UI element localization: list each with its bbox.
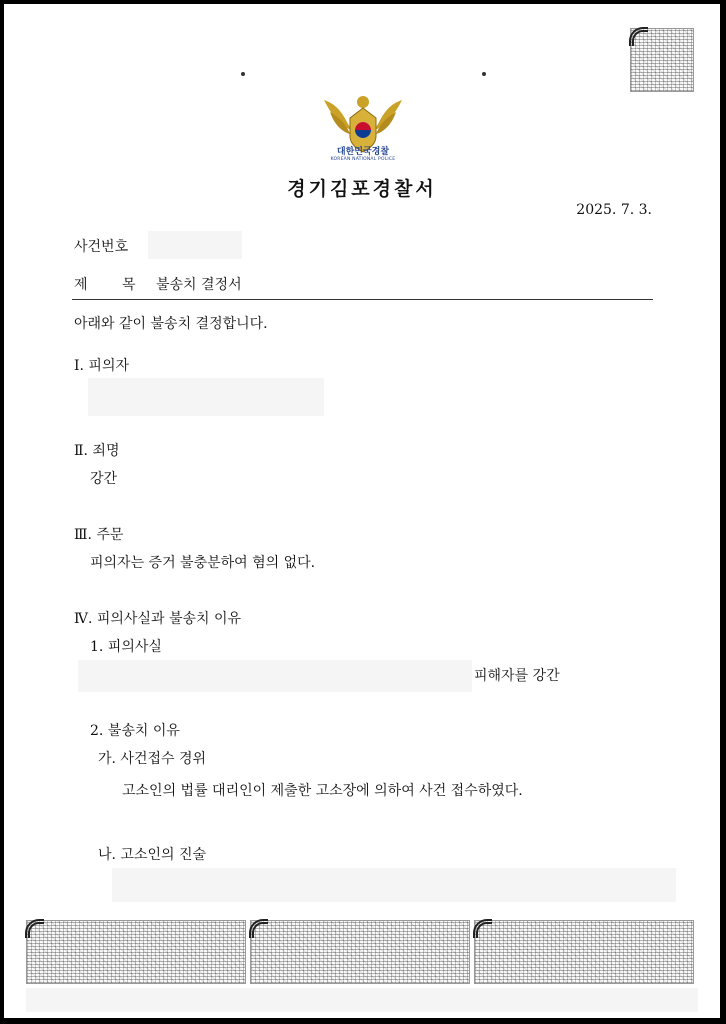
- agency-title: 경기김포경찰서: [287, 178, 437, 200]
- subject-value: 불송치 결정서: [156, 277, 242, 293]
- decision-text: 피의자는 증거 불충분하여 혐의 없다.: [90, 555, 316, 571]
- intro-text: 아래와 같이 불송치 결정합니다.: [74, 316, 268, 332]
- reason-subheading: 2. 불송치 이유: [90, 723, 180, 739]
- barcode-block-3: [474, 920, 694, 984]
- redacted-footer: [26, 988, 698, 1012]
- case-number-label: 사건번호: [74, 239, 129, 255]
- binding-hole-mark: [241, 72, 245, 76]
- emblem-caption: 대한민국경찰 KOREAN NATIONAL POLICE: [330, 147, 396, 162]
- intake-text: 고소인의 법률 대리인이 제출한 고소장에 의하여 사건 접수하였다.: [122, 783, 523, 799]
- subject-label-second: 목: [122, 277, 136, 293]
- qr-code-top: [630, 28, 694, 92]
- divider-line: [72, 299, 653, 300]
- complainant-statement-subheading: 나. 고소인의 진술: [98, 847, 207, 863]
- document-page: [4, 4, 720, 1018]
- document-date: 2025. 7. 3.: [576, 202, 652, 218]
- facts-subheading: 1. 피의사실: [90, 639, 162, 655]
- section-suspect-heading: Ⅰ. 피의자: [74, 358, 130, 374]
- redacted-suspect-info: [88, 378, 324, 416]
- intake-subheading: 가. 사건접수 경위: [98, 751, 207, 767]
- redacted-case-number: [148, 231, 242, 259]
- barcode-block-2: [250, 920, 470, 984]
- redacted-facts: [78, 660, 472, 692]
- facts-tail-text: 피해자를 강간: [474, 668, 560, 684]
- section-facts-heading: Ⅳ. 피의사실과 불송치 이유: [74, 611, 242, 627]
- section-charge-heading: Ⅱ. 죄명: [74, 443, 120, 459]
- redacted-statement: [112, 868, 676, 902]
- charge-text: 강간: [90, 471, 118, 487]
- subject-label-first: 제: [74, 277, 88, 293]
- binding-hole-mark: [482, 72, 486, 76]
- barcode-block-1: [26, 920, 246, 984]
- section-decision-heading: Ⅲ. 주문: [74, 527, 124, 543]
